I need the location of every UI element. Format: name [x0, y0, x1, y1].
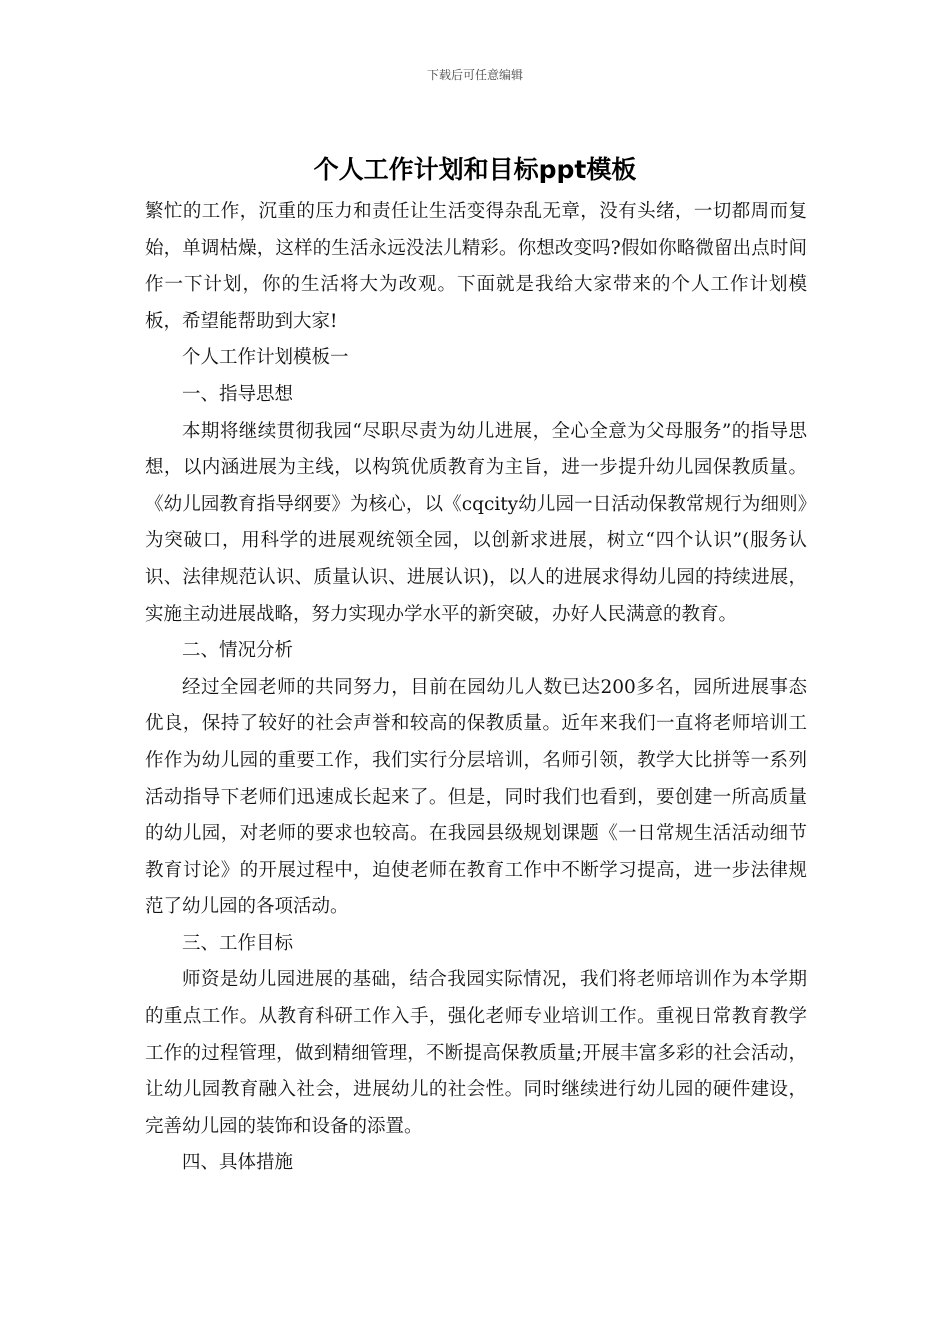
intro-paragraph: 繁忙的工作，沉重的压力和责任让生活变得杂乱无章，没有头绪，一切都周而复始，单调枯燥，这样的生活永远没法儿精彩。你想改变吗?假如你略微留出点时间作一下计划，你的生活将大为改观。下面就是我给大家带来的个人工作计划模板，希望能帮助到大家!	[145, 201, 807, 332]
paragraph-guiding-ideology: 本期将继续贯彻我园“尽职尽责为幼儿进展，全心全意为父母服务”的指导思想，以内涵进展为主线，以构筑优质教育为主旨，进一步提升幼儿园保教质量。《幼儿园教育指导纲要》为核心，以《cqcity幼儿园一日活动保教常规行为细则》为突破口，用科学的进展观统领全园，以创新求进展，树立“四个认识”(服务认识、法律规范认识、质量认识、进展认识)，以人的进展求得幼儿园的持续进展，实施主动进展战略，努力实现办学水平的新突破，办好人民满意的教育。	[145, 420, 807, 625]
section-heading-template-one: 个人工作计划模板一	[182, 347, 349, 369]
section-heading-specific-measures: 四、具体措施	[182, 1152, 294, 1174]
header-note: 下载后可任意编辑	[426, 68, 523, 82]
paragraph-work-goals: 师资是幼儿园进展的基础，结合我园实际情况，我们将老师培训作为本学期的重点工作。从教育科研工作入手，强化老师专业培训工作。重视日常教育教学工作的过程管理，做到精细管理，不断提高保教质量;开展丰富多彩的社会活动，让幼儿园教育融入社会，进展幼儿的社会性。同时继续进行幼儿园的硬件建设，完善幼儿园的装饰和设备的添置。	[145, 969, 807, 1137]
paragraph-situation-analysis: 经过全园老师的共同努力，目前在园幼儿人数已达200多名，园所进展事态优良，保持了较好的社会声誉和较高的保教质量。近年来我们一直将老师培训工作作为幼儿园的重要工作，我们实行分层培训，名师引领，教学大比拼等一系列活动指导下老师们迅速成长起来了。但是，同时我们也看到，要创建一所高质量的幼儿园，对老师的要求也较高。在我园县级规划课题《一日常规生活活动细节教育讨论》的开展过程中，迫使老师在教育工作中不断学习提高，进一步法律规范了幼儿园的各项活动。	[145, 676, 807, 918]
document-title: 个人工作计划和目标ppt模板	[313, 155, 637, 184]
section-heading-guiding-ideology: 一、指导思想	[182, 383, 294, 405]
section-heading-situation-analysis: 二、情况分析	[182, 640, 294, 662]
document-body	[145, 194, 807, 1182]
section-heading-work-goals: 三、工作目标	[182, 932, 294, 954]
